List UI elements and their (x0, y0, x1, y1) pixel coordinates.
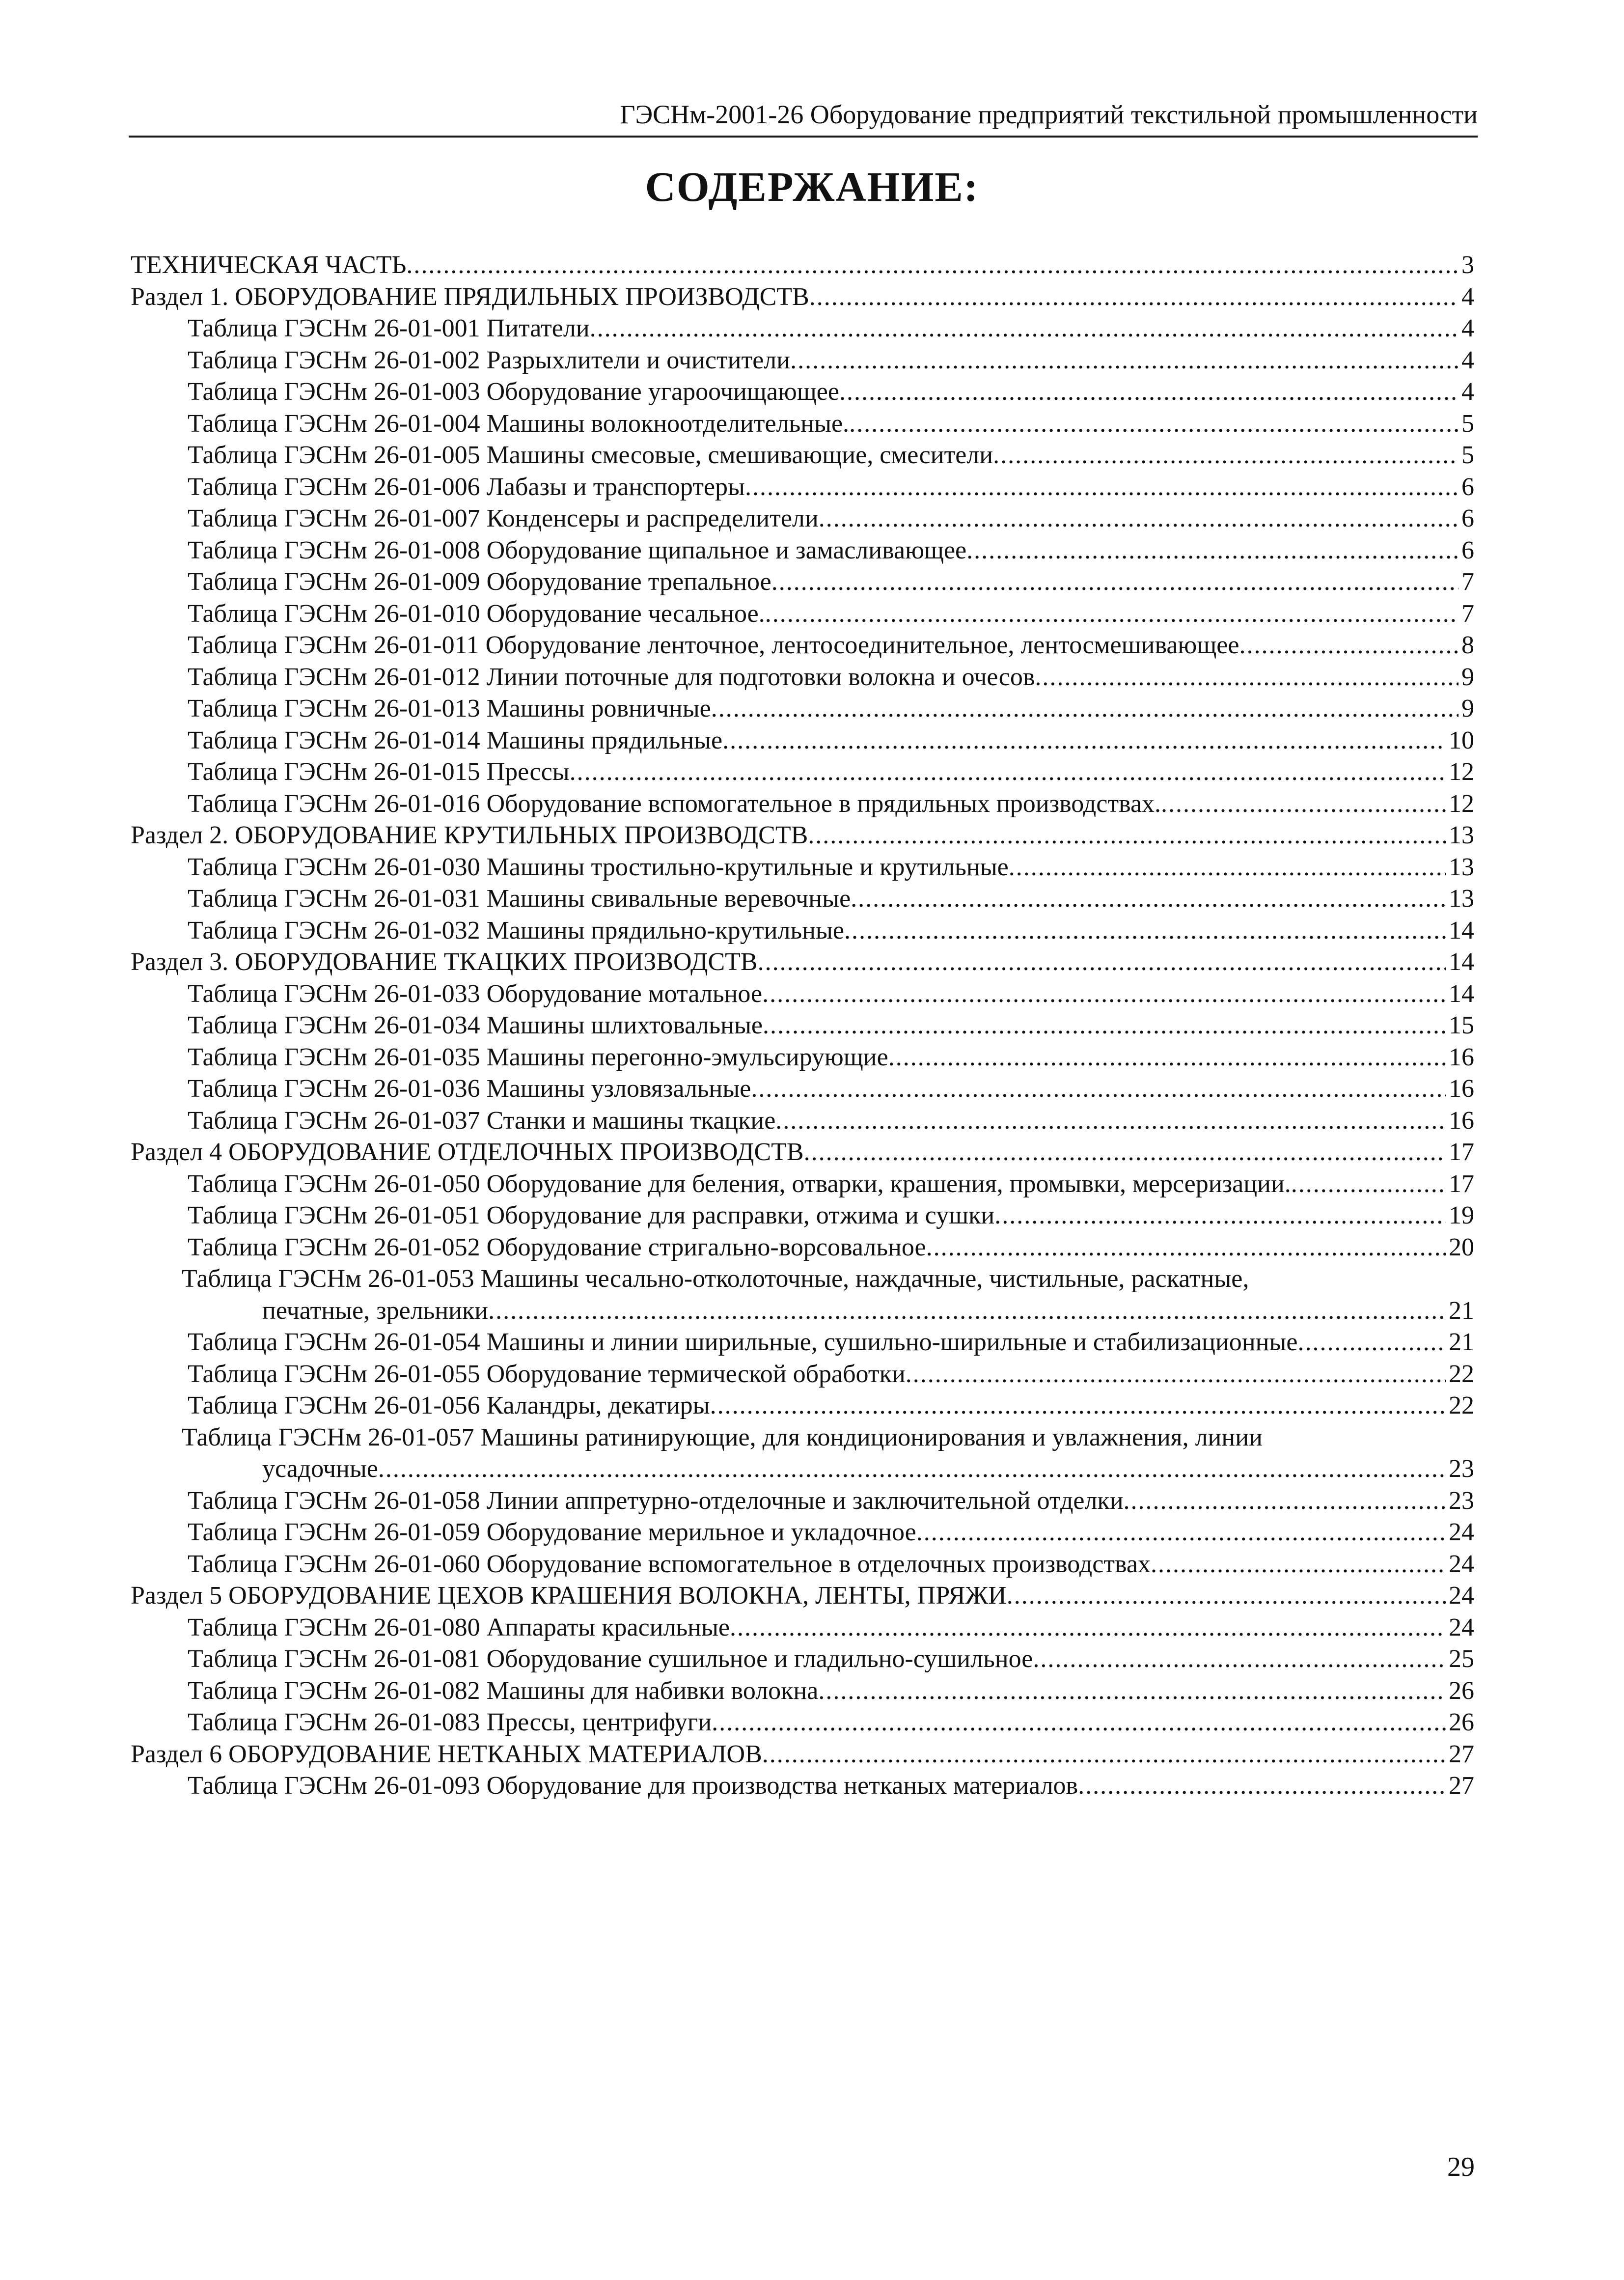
toc-entry-title: Таблица ГЭСНм 26-01-006 Лабазы и транспортеры (188, 473, 745, 501)
dot-leader (711, 693, 1459, 725)
toc-entry-page: 24 (1449, 1613, 1474, 1641)
toc-entry-title: Таблица ГЭСНм 26-01-034 Машины шлихтовальные (188, 1011, 763, 1039)
toc-entry-table-051[interactable] (129, 1200, 1474, 1232)
dot-leader (722, 725, 1446, 757)
table-of-contents (129, 250, 1474, 1802)
toc-entry-page: 22 (1449, 1360, 1474, 1388)
dot-leader (1161, 788, 1446, 820)
dot-leader (406, 250, 1459, 281)
dot-leader (888, 1042, 1446, 1074)
toc-entry-table-016[interactable] (129, 788, 1474, 820)
toc-entry-table-030[interactable] (129, 852, 1474, 884)
toc-entry-title: Таблица ГЭСНм 26-01-013 Машины ровничные (188, 695, 711, 723)
dot-leader (710, 1390, 1446, 1422)
toc-entry-table-011[interactable] (129, 630, 1474, 662)
toc-entry-table-057-line1[interactable]: Таблица ГЭСНм 26-01-057 Машины ратинирующие, для кондиционирования и увлажнения, линии (182, 1423, 1263, 1451)
toc-entry-table-008[interactable] (129, 535, 1474, 567)
toc-entry-page: 15 (1449, 1011, 1474, 1039)
dot-leader (809, 281, 1459, 313)
dot-leader (849, 408, 1459, 440)
toc-entry-table-058[interactable] (129, 1485, 1474, 1517)
toc-entry-page: 27 (1449, 1740, 1474, 1768)
toc-entry-title: Таблица ГЭСНм 26-01-050 Оборудование для беления, отварки, крашения, промывки, мерсеризации. (188, 1169, 1291, 1198)
toc-entry-title: Таблица ГЭСНм 26-01-060 Оборудование вспомогательное в отделочных производствах (188, 1550, 1151, 1578)
toc-entry-title: Таблица ГЭСНм 26-01-081 Оборудование сушильное и гладильно-сушильное (188, 1645, 1033, 1673)
dot-leader (966, 535, 1459, 567)
toc-entry-table-081[interactable] (129, 1643, 1474, 1675)
toc-entry-title: Таблица ГЭСНм 26-01-014 Машины прядильные (188, 726, 723, 754)
toc-entry-page: 7 (1461, 599, 1474, 628)
toc-entry-table-014[interactable] (129, 725, 1474, 757)
toc-entry-table-054[interactable] (129, 1327, 1474, 1359)
toc-entry-title: Таблица ГЭСНм 26-01-012 Линии поточные для подготовки волокна и очесов (188, 663, 1035, 691)
toc-entry-table-083[interactable] (129, 1707, 1474, 1739)
dot-leader (819, 503, 1459, 535)
toc-entry-title: Таблица ГЭСНм 26-01-083 Прессы, центрифуги (188, 1708, 712, 1736)
toc-entry-title: Таблица ГЭСНм 26-01-002 Разрыхлители и очистители (188, 346, 791, 374)
toc-entry-page: 13 (1449, 885, 1474, 913)
toc-entry-table-007[interactable] (129, 503, 1474, 535)
toc-entry-table-080[interactable] (129, 1612, 1474, 1644)
toc-entry-page: 21 (1449, 1328, 1474, 1356)
dot-leader (808, 820, 1446, 852)
toc-entry-title: Таблица ГЭСНм 26-01-052 Оборудование стригально-ворсовальное (188, 1233, 926, 1261)
toc-entry-page: 24 (1449, 1582, 1474, 1610)
dot-leader (1239, 630, 1459, 662)
running-header: ГЭСНм-2001-26 Оборудование предприятий текстильной промышленности (129, 97, 1478, 138)
dot-leader (1297, 1327, 1446, 1359)
dot-leader (1291, 1168, 1446, 1200)
toc-entry-page: 4 (1461, 314, 1474, 342)
toc-entry-page: 16 (1449, 1106, 1474, 1135)
toc-entry-page: 25 (1449, 1645, 1474, 1673)
toc-entry-table-055[interactable] (129, 1359, 1474, 1390)
toc-entry-table-057[interactable] (129, 1453, 1474, 1485)
toc-entry-technical-part[interactable] (129, 250, 1474, 281)
toc-entry-title: Таблица ГЭСНм 26-01-051 Оборудование для расправки, отжима и сушки (188, 1201, 995, 1229)
dot-leader (916, 1517, 1446, 1549)
toc-entry-section-6[interactable] (129, 1739, 1474, 1771)
toc-entry-page: 8 (1461, 631, 1474, 659)
toc-entry-page: 23 (1449, 1486, 1474, 1515)
toc-entry-title: Таблица ГЭСНм 26-01-058 Линии аппретурно-отделочные и заключительной отделки (188, 1486, 1124, 1515)
dot-leader (1007, 1580, 1446, 1612)
toc-entry-title: Таблица ГЭСНм 26-01-001 Питатели (188, 314, 590, 342)
dot-leader (906, 1359, 1446, 1390)
toc-entry-page: 27 (1449, 1772, 1474, 1800)
dot-leader (1009, 852, 1446, 884)
dot-leader (804, 1137, 1446, 1168)
toc-entry-page: 4 (1461, 378, 1474, 406)
dot-leader (1151, 1549, 1446, 1581)
toc-entry-page: 14 (1449, 916, 1474, 945)
toc-entry-table-001[interactable] (129, 313, 1474, 345)
toc-entry-table-006[interactable] (129, 472, 1474, 503)
toc-entry-table-004[interactable] (129, 408, 1474, 440)
dot-leader (378, 1453, 1446, 1485)
toc-entry-page: 9 (1461, 663, 1474, 691)
dot-leader (712, 1707, 1446, 1739)
toc-entry-page: 14 (1449, 948, 1474, 976)
toc-entry-page: 12 (1449, 789, 1474, 818)
toc-entry-table-052[interactable] (129, 1232, 1474, 1264)
toc-entry-title: Таблица ГЭСНм 26-01-054 Машины и линии ширильные, сушильно-ширильные и стабилизационные (188, 1328, 1298, 1356)
toc-entry-page: 10 (1449, 726, 1474, 754)
toc-entry-title: Таблица ГЭСНм 26-01-007 Конденсеры и распределители (188, 504, 819, 532)
toc-entry-page: 14 (1449, 979, 1474, 1008)
toc-entry-page: 6 (1461, 473, 1474, 501)
dot-leader (590, 313, 1459, 345)
toc-entry-page: 23 (1449, 1455, 1474, 1483)
dot-leader (839, 376, 1459, 408)
toc-entry-page: 20 (1449, 1233, 1474, 1261)
toc-entry-page: 13 (1449, 853, 1474, 881)
toc-entry-page: 4 (1461, 346, 1474, 374)
dot-leader (1035, 662, 1459, 694)
toc-entry-table-035[interactable] (129, 1042, 1474, 1074)
toc-entry-title: Таблица ГЭСНм 26-01-016 Оборудование вспомогательное в прядильных производствах. (188, 789, 1161, 818)
toc-entry-page: 26 (1449, 1708, 1474, 1736)
toc-entry-table-032[interactable] (129, 915, 1474, 947)
toc-entry-table-082[interactable] (129, 1675, 1474, 1707)
toc-entry-page: 5 (1461, 409, 1474, 438)
toc-entry-table-093[interactable] (129, 1770, 1474, 1802)
toc-entry-title: Таблица ГЭСНм 26-01-032 Машины прядильно-крутильные (188, 916, 844, 945)
toc-entry-table-003[interactable] (129, 376, 1474, 408)
toc-entry-page: 6 (1461, 504, 1474, 532)
dot-leader (1033, 1643, 1446, 1675)
toc-entry-title: Раздел 2. ОБОРУДОВАНИЕ КРУТИЛЬНЫХ ПРОИЗВОДСТВ (131, 821, 808, 849)
toc-entry-table-031[interactable] (129, 883, 1474, 915)
toc-entry-title: Таблица ГЭСНм 26-01-082 Машины для набивки волокна (188, 1676, 819, 1705)
dot-leader (994, 1200, 1446, 1232)
toc-entry-title: Раздел 5 ОБОРУДОВАНИЕ ЦЕХОВ КРАШЕНИЯ ВОЛОКНА, ЛЕНТЫ, ПРЯЖИ (131, 1582, 1007, 1610)
dot-leader (730, 1612, 1446, 1644)
toc-entry-table-059[interactable] (129, 1517, 1474, 1549)
toc-entry-title: Таблица ГЭСНм 26-01-037 Станки и машины ткацкие (188, 1106, 776, 1135)
dot-leader (844, 915, 1446, 947)
toc-entry-page: 24 (1449, 1550, 1474, 1578)
toc-entry-title: Таблица ГЭСНм 26-01-030 Машины тростильно-крутильные и крутильные (188, 853, 1009, 881)
toc-entry-section-2[interactable] (129, 820, 1474, 852)
toc-entry-title: Таблица ГЭСНм 26-01-093 Оборудование для производства нетканых материалов (188, 1772, 1078, 1800)
dot-leader (762, 978, 1446, 1010)
toc-entry-table-013[interactable] (129, 693, 1474, 725)
dot-leader (488, 1295, 1446, 1327)
toc-entry-table-012[interactable] (129, 662, 1474, 694)
dot-leader (762, 1739, 1446, 1771)
toc-entry-page: 17 (1449, 1169, 1474, 1198)
toc-entry-page: 4 (1461, 282, 1474, 311)
dot-leader (745, 472, 1459, 503)
dot-leader (763, 1010, 1446, 1042)
toc-entry-title: Раздел 6 ОБОРУДОВАНИЕ НЕТКАНЫХ МАТЕРИАЛОВ (131, 1740, 762, 1768)
dot-leader (758, 946, 1446, 978)
toc-entry-title-continuation: печатные, зрельники (262, 1296, 489, 1325)
toc-entry-title: Таблица ГЭСНм 26-01-003 Оборудование угароочищающее (188, 378, 839, 406)
dot-leader (765, 598, 1459, 630)
toc-entry-page: 22 (1449, 1391, 1474, 1419)
toc-entry-table-034[interactable] (129, 1010, 1474, 1042)
toc-entry-page: 13 (1449, 821, 1474, 849)
dot-leader (926, 1232, 1446, 1264)
toc-entry-page: 12 (1449, 758, 1474, 786)
toc-entry-table-056[interactable] (129, 1390, 1474, 1422)
toc-entry-page: 16 (1449, 1043, 1474, 1071)
toc-entry-page: 19 (1449, 1201, 1474, 1229)
toc-entry-title: Таблица ГЭСНм 26-01-080 Аппараты красильные (188, 1613, 730, 1641)
toc-entry-table-053-line1[interactable]: Таблица ГЭСНм 26-01-053 Машины чесально-отколоточные, наждачные, чистильные, раскатные, (182, 1265, 1249, 1293)
dot-leader (751, 1073, 1446, 1105)
toc-entry-page: 21 (1449, 1296, 1474, 1325)
toc-entry-page: 26 (1449, 1676, 1474, 1705)
dot-leader (818, 1675, 1446, 1707)
toc-entry-section-1[interactable] (129, 281, 1474, 313)
toc-entry-table-005[interactable] (129, 440, 1474, 472)
dot-leader (771, 566, 1459, 598)
toc-entry-page: 24 (1449, 1518, 1474, 1546)
toc-entry-page: 7 (1461, 568, 1474, 596)
toc-entry-table-009[interactable] (129, 566, 1474, 598)
toc-entry-title: Таблица ГЭСНм 26-01-056 Каландры, декатиры (188, 1391, 710, 1419)
toc-entry-title: Таблица ГЭСНм 26-01-055 Оборудование термической обработки (188, 1360, 906, 1388)
toc-entry-title: Раздел 1. ОБОРУДОВАНИЕ ПРЯДИЛЬНЫХ ПРОИЗВОДСТВ (131, 282, 809, 311)
toc-entry-title: Таблица ГЭСНм 26-01-004 Машины волокноотделительные. (188, 409, 850, 438)
dot-leader (1124, 1485, 1446, 1517)
toc-entry-page: 6 (1461, 536, 1474, 564)
toc-entry-title: ТЕХНИЧЕСКАЯ ЧАСТЬ (131, 251, 407, 279)
dot-leader (790, 345, 1459, 377)
toc-entry-page: 3 (1461, 251, 1474, 279)
toc-entry-table-036[interactable] (129, 1073, 1474, 1105)
toc-entry-title: Таблица ГЭСНм 26-01-035 Машины перегонно-эмульсирующие (188, 1043, 888, 1071)
dot-leader (993, 440, 1459, 472)
toc-entry-title-continuation: усадочные (262, 1455, 378, 1483)
toc-entry-page: 9 (1461, 695, 1474, 723)
dot-leader (1078, 1770, 1446, 1802)
toc-entry-page: 5 (1461, 441, 1474, 469)
toc-entry-table-015[interactable] (129, 756, 1474, 788)
toc-entry-title: Таблица ГЭСНм 26-01-008 Оборудование щипальное и замасливающее (188, 536, 967, 564)
toc-entry-title: Таблица ГЭСНм 26-01-033 Оборудование мотальное (188, 979, 763, 1008)
toc-entry-title: Таблица ГЭСНм 26-01-005 Машины смесовые, смешивающие, смесители (188, 441, 993, 469)
toc-entry-title: Таблица ГЭСНм 26-01-031 Машины свивальные веревочные (188, 885, 851, 913)
toc-entry-title: Раздел 3. ОБОРУДОВАНИЕ ТКАЦКИХ ПРОИЗВОДСТВ (131, 948, 758, 976)
page-number: 29 (1447, 2152, 1475, 2182)
toc-entry-title: Таблица ГЭСНм 26-01-011 Оборудование ленточное, лентосоединительное, лентосмешивающее (188, 631, 1239, 659)
toc-entry-section-5[interactable] (129, 1580, 1474, 1612)
toc-entry-page: 16 (1449, 1075, 1474, 1103)
toc-entry-table-033[interactable] (129, 978, 1474, 1010)
toc-entry-title: Таблица ГЭСНм 26-01-036 Машины узловязальные (188, 1075, 751, 1103)
toc-entry-table-037[interactable] (129, 1105, 1474, 1137)
toc-entry-table-053[interactable] (129, 1295, 1474, 1327)
toc-entry-section-3[interactable] (129, 946, 1474, 978)
toc-entry-table-060[interactable] (129, 1549, 1474, 1581)
toc-entry-section-4[interactable] (129, 1137, 1474, 1168)
toc-entry-title: Таблица ГЭСНм 26-01-009 Оборудование трепальное (188, 568, 771, 596)
page-title: СОДЕРЖАНИЕ: (645, 163, 979, 210)
toc-entry-table-002[interactable] (129, 345, 1474, 377)
dot-leader (570, 756, 1446, 788)
toc-entry-title: Раздел 4 ОБОРУДОВАНИЕ ОТДЕЛОЧНЫХ ПРОИЗВОДСТВ (131, 1138, 804, 1166)
toc-entry-title: Таблица ГЭСНм 26-01-015 Прессы (188, 758, 570, 786)
toc-entry-page: 17 (1449, 1138, 1474, 1166)
dot-leader (775, 1105, 1446, 1137)
toc-entry-table-050[interactable] (129, 1168, 1474, 1200)
toc-entry-title: Таблица ГЭСНм 26-01-010 Оборудование чесальное. (188, 599, 765, 628)
toc-entry-title: Таблица ГЭСНм 26-01-059 Оборудование мерильное и укладочное (188, 1518, 916, 1546)
dot-leader (851, 883, 1446, 915)
toc-entry-table-010[interactable] (129, 598, 1474, 630)
